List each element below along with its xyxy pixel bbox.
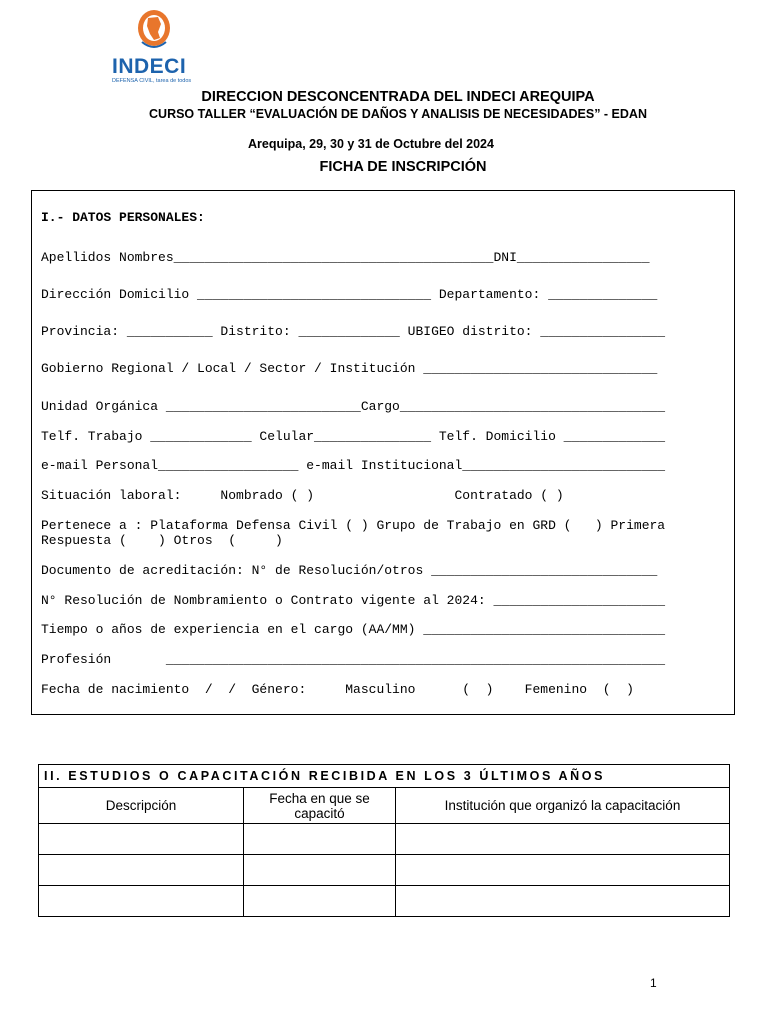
indeci-emblem-icon	[136, 8, 172, 54]
field-pertenece-a-cont[interactable]: Respuesta ( ) Otros ( )	[41, 533, 283, 548]
field-resolucion-nombramiento[interactable]: N° Resolución de Nombramiento o Contrato vigente al 2024: ______________________	[41, 593, 666, 608]
cell-fecha[interactable]	[244, 855, 396, 886]
cell-descripcion[interactable]	[39, 855, 244, 886]
date-location-heading: Arequipa, 29, 30 y 31 de Octubre del 2024	[248, 137, 494, 151]
cell-descripcion[interactable]	[39, 824, 244, 855]
form-title: FICHA DE INSCRIPCIÓN	[319, 159, 487, 175]
field-tiempo-experiencia[interactable]: Tiempo o años de experiencia en el cargo (AA/MM) _______________________________	[41, 622, 666, 637]
page-number: 1	[650, 976, 657, 990]
field-telefonos[interactable]: Telf. Trabajo _____________ Celular_______________ Telf. Domicilio _____________	[41, 429, 666, 444]
table-row	[39, 855, 730, 886]
logo-wordmark: INDECI	[112, 55, 187, 78]
studies-table	[38, 764, 730, 917]
field-unidad-cargo[interactable]: Unidad Orgánica _________________________Cargo__________________________________	[41, 399, 666, 414]
col-fecha: Fecha en que se capacitó	[244, 788, 396, 824]
institution-heading: DIRECCION DESCONCENTRADA DEL INDECI AREQUIPA	[201, 89, 595, 105]
section2-title: II. ESTUDIOS O CAPACITACIÓN RECIBIDA EN LOS 3 ÚLTIMOS AÑOS	[39, 765, 730, 788]
field-nacimiento-genero[interactable]: Fecha de nacimiento / / Género: Masculino ( ) Femenino ( )	[41, 682, 634, 697]
field-gobierno-institucion[interactable]: Gobierno Regional / Local / Sector / Institución ______________________________	[41, 361, 658, 376]
logo-tagline: DEFENSA CIVIL, tarea de todos	[112, 78, 192, 84]
cell-institucion[interactable]	[396, 855, 730, 886]
field-emails[interactable]: e-mail Personal__________________ e-mail Institucional__________________________	[41, 458, 666, 473]
cell-descripcion[interactable]	[39, 886, 244, 917]
field-domicilio-departamento[interactable]: Dirección Domicilio ______________________________ Departamento: ______________	[41, 287, 658, 302]
cell-fecha[interactable]	[244, 886, 396, 917]
field-profesion[interactable]: Profesión ________________________________________________________________	[41, 652, 666, 667]
field-documento-acreditacion[interactable]: Documento de acreditación: N° de Resolución/otros _____________________________	[41, 563, 658, 578]
field-apellidos-dni[interactable]: Apellidos Nombres_________________________________________DNI_________________	[41, 250, 650, 265]
col-institucion: Institución que organizó la capacitación	[396, 788, 730, 824]
field-provincia-distrito-ubigeo[interactable]: Provincia: ___________ Distrito: _____________ UBIGEO distrito: ________________	[41, 324, 666, 339]
col-descripcion: Descripción	[39, 788, 244, 824]
table-row	[39, 886, 730, 917]
cell-institucion[interactable]	[396, 886, 730, 917]
cell-institucion[interactable]	[396, 824, 730, 855]
indeci-logo	[112, 8, 202, 82]
section1-title: I.- DATOS PERSONALES:	[41, 210, 205, 225]
field-pertenece-a[interactable]: Pertenece a : Plataforma Defensa Civil ( ) Grupo de Trabajo en GRD ( ) Primera	[41, 518, 666, 533]
cell-fecha[interactable]	[244, 824, 396, 855]
table-row	[39, 824, 730, 855]
course-heading: CURSO TALLER “EVALUACIÓN DE DAÑOS Y ANALISIS DE NECESIDADES” - EDAN	[149, 107, 647, 121]
field-situacion-laboral[interactable]: Situación laboral: Nombrado ( ) Contratado ( )	[41, 488, 564, 503]
